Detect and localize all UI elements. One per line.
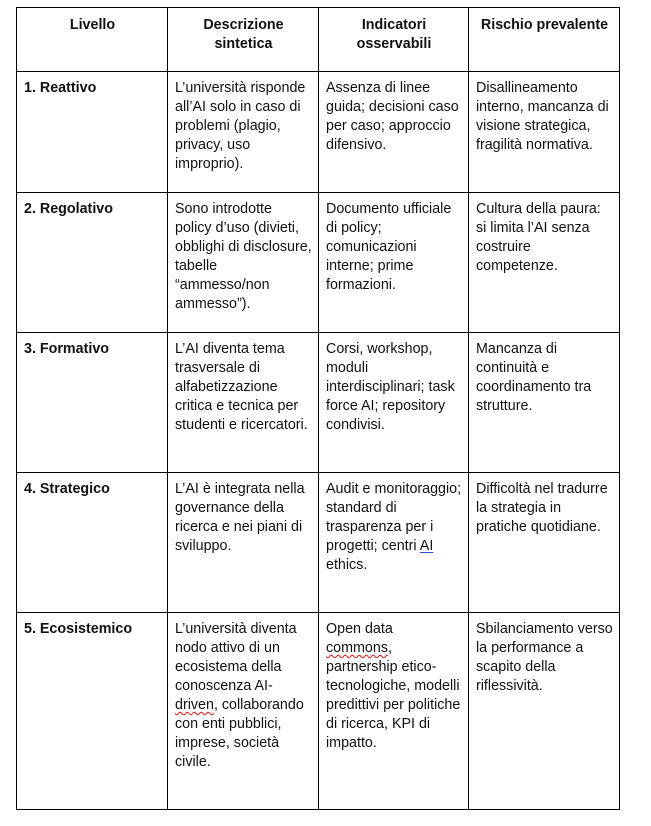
header-row — [17, 8, 620, 72]
cell-descrizione: L’AI è integrata nella governance della ricerca e nei piani di sviluppo. — [168, 473, 319, 613]
cell-text-segment: , partnership etico-tecnologiche, modelli predittivi per politiche di ricerca, KPI di impatto. — [326, 640, 461, 751]
header-rischio: Rischio prevalente — [469, 8, 620, 72]
cell-text-segment: , collaborando con enti pubblici, imprese, società civile. — [175, 697, 304, 770]
cell-indicatori — [319, 613, 469, 810]
cell-rischio: Difficoltà nel tradurre la strategia in pratiche quotidiane. — [469, 473, 620, 613]
cell-text-segment: L’università diventa nodo attivo di un ecosistema della conoscenza AI- — [175, 621, 297, 694]
table-row — [17, 193, 620, 333]
cell-indicatori: Documento ufficiale di policy; comunicazioni interne; prime formazioni. — [319, 193, 469, 333]
cell-rischio: Mancanza di continuità e coordinamento tra strutture. — [469, 333, 620, 473]
table-row — [17, 72, 620, 193]
cell-descrizione: Sono introdotte policy d’uso (divieti, obblighi di disclosure, tabelle “ammesso/non ammesso”). — [168, 193, 319, 333]
cell-livello: 2. Regolativo — [17, 193, 168, 333]
header-livello: Livello — [17, 8, 168, 72]
table-row — [17, 473, 620, 613]
cell-descrizione — [168, 613, 319, 810]
header-indicatori: Indicatori osservabili — [319, 8, 469, 72]
grammar-flagged-word[interactable]: AI — [419, 538, 434, 554]
spellcheck-flagged-word[interactable]: commons — [326, 640, 388, 656]
maturity-levels-table — [16, 7, 620, 810]
cell-descrizione: L’AI diventa tema trasversale di alfabetizzazione critica e tecnica per studenti e ricercatori. — [168, 333, 319, 473]
spellcheck-flagged-word[interactable]: driven — [175, 697, 214, 713]
cell-indicatori: Assenza di linee guida; decisioni caso per caso; approccio difensivo. — [319, 72, 469, 193]
cell-livello: 1. Reattivo — [17, 72, 168, 193]
cell-livello: 4. Strategico — [17, 473, 168, 613]
cell-text-segment: ethics. — [326, 557, 368, 573]
cell-rischio: Disallineamento interno, mancanza di visione strategica, fragilità normativa. — [469, 72, 620, 193]
table-row — [17, 333, 620, 473]
cell-descrizione: L’università risponde all’AI solo in caso di problemi (plagio, privacy, uso improprio). — [168, 72, 319, 193]
cell-rischio: Cultura della paura: si limita l’AI senza costruire competenze. — [469, 193, 620, 333]
table-row — [17, 613, 620, 810]
cell-rischio: Sbilanciamento verso la performance a scapito della riflessività. — [469, 613, 620, 810]
cell-text-segment: Open data — [326, 621, 393, 637]
cell-indicatori: Corsi, workshop, moduli interdisciplinari; task force AI; repository condivisi. — [319, 333, 469, 473]
cell-indicatori — [319, 473, 469, 613]
cell-text-segment: Audit e monitoraggio; standard di trasparenza per i progetti; centri — [326, 481, 462, 554]
cell-livello: 5. Ecosistemico — [17, 613, 168, 810]
cell-livello: 3. Formativo — [17, 333, 168, 473]
header-descrizione: Descrizione sintetica — [168, 8, 319, 72]
